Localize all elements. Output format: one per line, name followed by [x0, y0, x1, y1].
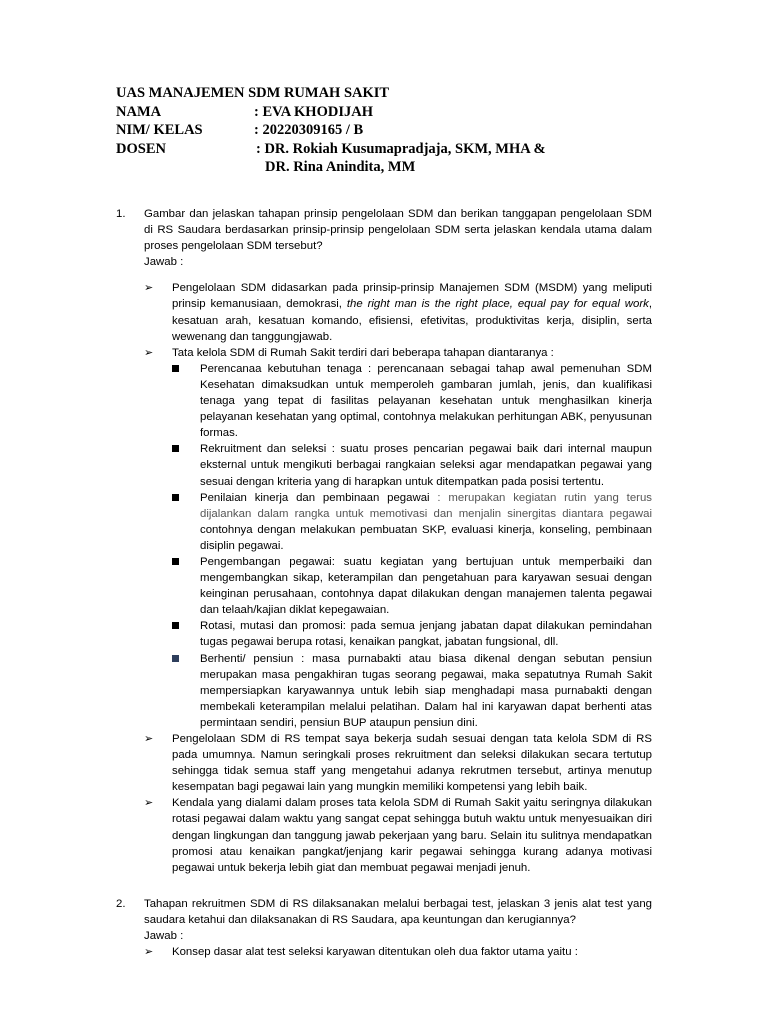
question-1	[116, 206, 652, 254]
list-item	[144, 345, 652, 731]
sub-list-item	[172, 490, 652, 554]
item-text: Rekruitment dan seleksi : suatu proses pencarian pegawai baik dari internal maupun eksternal untuk mengikuti berbagai rangkaian seleksi agar mendapatkan pegawai yang sesuai dengan kriteria yang di harapkan untuk ditempatkan pada posisi tertentu.	[200, 443, 652, 488]
sub-list-item	[172, 361, 652, 441]
square-bullet-icon	[172, 445, 179, 452]
square-bullet-icon	[172, 622, 179, 629]
item-text: Perencanaa kebutuhan tenaga : perencanaan sebagai tahap awal pemenuhan SDM Kesehatan dimaksudkan untuk memperoleh gambaran jumlah, jenis, dan kualifikasi tenaga yang tepat di fasilitas pelayanan kesehatan untuk menghasilkan kinerja pelayanan kesehatan yang optimal, contohnya melakukan perhitungan ABK, penyusunan formas.	[200, 362, 652, 440]
header-value: : DR. Rokiah Kusumapradjaja, SKM, MHA &	[256, 140, 546, 157]
arrow-bullet-icon: ➢	[144, 797, 154, 810]
item-text-italic: the right man is the right place, equal pay for equal work	[346, 298, 649, 311]
document-title: UAS MANAJEMEN SDM RUMAH SAKIT	[116, 85, 390, 101]
header-value: : 20220309165 / B	[254, 122, 364, 139]
item-text: Pengembangan pegawai: suatu kegiatan yang bertujuan untuk memperbaiki dan mengembangkan sikap, keterampilan dan pengetahuan para karyawan sesuai dengan keinginan perusahaan, contohnya dapat dilakukan dengan manajemen talenta pegawai dan telaah/kajian diklat kepegawaian.	[200, 555, 652, 617]
list-item	[144, 731, 652, 795]
question-text: Gambar dan jelaskan tahapan prinsip pengelolaan SDM dan berikan tanggapan pengelolaan SDM di RS Saudara berdasarkan prinsip-prinsip pengelolaan SDM serta jelaskan kendala utama dalam proses pengelolaan SDM tersebut?	[144, 208, 652, 253]
item-text: Tata kelola SDM di Rumah Sakit terdiri dari beberapa tahapan diantaranya :	[172, 346, 554, 359]
sub-list-item	[172, 651, 652, 731]
jawab-text: Jawab :	[144, 930, 184, 943]
question-number: 1.	[116, 208, 126, 220]
arrow-bullet-icon: ➢	[144, 346, 154, 359]
document-header	[116, 84, 546, 177]
square-bullet-icon	[172, 494, 179, 501]
item-text: Pengelolaan SDM di RS tempat saya bekerja sudah sesuai dengan tata kelola SDM di RS pada umumnya. Namun seringkali proses rekruitment dan seleksi dilakukan secara tertutup sehingga tidak semua staff yang mengetahui adanya rekrutmen tersebut, artinya menutup kesempatan bagi pegawai lain yang mungkin memiliki kompetensi yang lebih baik.	[172, 733, 652, 794]
header-value: : EVA KHODIJAH	[254, 103, 373, 120]
sub-list-item	[172, 618, 652, 650]
square-bullet-icon	[172, 558, 179, 565]
arrow-bullet-icon: ➢	[144, 946, 154, 959]
item-text: Berhenti/ pensiun : masa purnabakti atau biasa dikenal dengan sebutan pensiun merupakan masa pengakhiran tugas seorang pegawai, maka sepatutnya Rumah Sakit mempersiapkan karyawannya untuk lebih siap menghadapi masa purnabakti dengan membekali keterampilan melalui pelatihan. Dalam hal ini karyawan dapat berhenti atas permintaan sendiri, pensiun BUP ataupun pensiun dini.	[200, 652, 652, 729]
list-item	[144, 280, 652, 344]
header-row-nim	[116, 121, 546, 140]
arrow-bullet-icon: ➢	[144, 733, 154, 745]
header-label: NAMA	[116, 103, 162, 120]
header-label: DOSEN	[116, 140, 166, 157]
header-dosen-line2: DR. Rina Anindita, MM	[265, 159, 416, 176]
item-text: , kesatuan arah, kesatuan komando, efisiensi, efetivitas, produktivitas kerja, disiplin, serta wewenang dan tanggungjawab.	[172, 298, 652, 343]
square-bullet-icon	[172, 655, 179, 662]
list-item	[144, 795, 652, 875]
answer-block-1	[116, 280, 652, 875]
header-label: NIM/ KELAS	[116, 122, 203, 139]
item-text: Pengelolaan SDM didasarkan pada prinsip-prinsip Manajemen SDM (MSDM) yang meliputi prinsip kemanusiaan, demokrasi,	[172, 282, 652, 311]
jawab-text: Jawab :	[144, 256, 184, 269]
item-text: Penilaian kinerja dan pembinaan pegawai	[200, 491, 438, 504]
item-text: Rotasi, mutasi dan promosi: pada semua jenjang jabatan dapat dilakukan pemindahan tugas pegawai berupa rotasi, kenaikan pangkat, jabatan fungsional, dll.	[200, 620, 652, 649]
document-body	[116, 206, 652, 960]
header-row-nama	[116, 103, 546, 122]
jawab-label-1	[116, 254, 652, 270]
item-text: contohnya dengan melakukan pembuatan SKP, evaluasi kinerja, konseling, pembinaan disiplin pegawai.	[200, 523, 652, 552]
header-row-dosen	[116, 140, 546, 159]
item-text-gray: : merupakan kegiatan rutin yang terus dijalankan dalam rangka untuk memotivasi dan menjalin sinergitas diantara pegawai	[200, 491, 652, 520]
arrow-bullet-icon: ➢	[144, 282, 154, 295]
square-bullet-icon	[172, 365, 179, 372]
list-item	[144, 944, 652, 960]
sub-list-item	[172, 554, 652, 618]
answer-block-2	[116, 944, 652, 960]
sub-list-item	[172, 441, 652, 489]
question-2	[116, 896, 652, 928]
item-text: Konsep dasar alat test seleksi karyawan ditentukan oleh dua faktor utama yaitu :	[172, 946, 578, 959]
jawab-label-2	[116, 928, 652, 944]
question-number: 2.	[116, 897, 126, 910]
item-text: Kendala yang dialami dalam proses tata kelola SDM di Rumah Sakit yaitu seringnya dilakukan rotasi pegawai dalam waktu yang sangat cepat sehingga butuh waktu untuk menyesuaikan diri dengan lingkungan dan tanggung jawab pekerjaan yang baru. Selain itu sulitnya mendapatkan promosi atau kenaikan pangkat/jenjang karir pegawai sehingga kurang adanya motivasi pegawai untuk bekerja lebih giat dan membuat pegawai menjadi jenuh.	[172, 797, 652, 874]
question-text: Tahapan rekruitmen SDM di RS dilaksanakan melalui berbagai test, jelaskan 3 jenis alat test yang saudara ketahui dan dilaksanakan di RS Saudara, apa keuntungan dan kerugiannya?	[144, 897, 652, 926]
